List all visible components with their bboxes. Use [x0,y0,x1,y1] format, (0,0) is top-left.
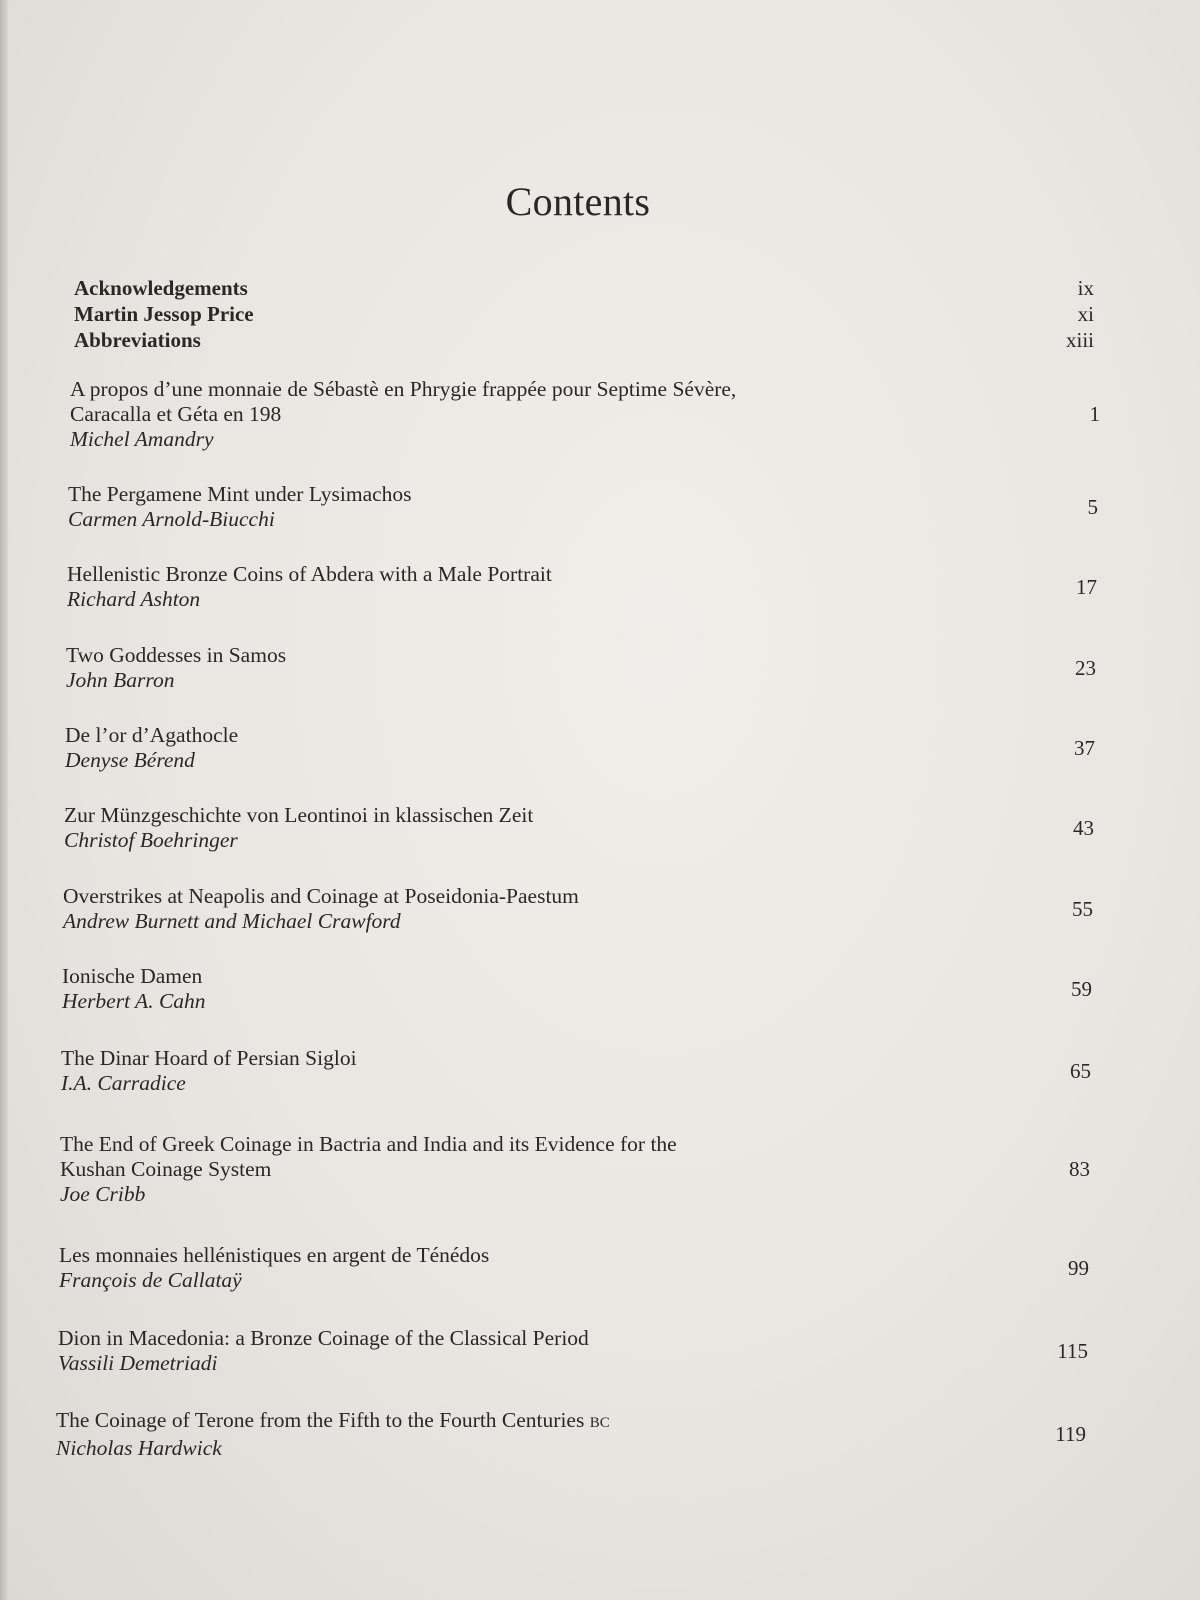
front-matter [74,275,1094,353]
entry-title-line: Kushan Coinage System [60,1157,272,1181]
entry-author: Richard Ashton [67,587,201,611]
page-number: 1 [1089,402,1100,426]
page-number: xi [1077,302,1094,326]
entry-text [70,377,736,452]
entry-title-line: De l’or d’Agathocle [65,723,239,747]
toc-entry [67,562,1097,612]
entry-text [66,643,286,693]
entry-text [65,723,238,773]
toc-entry [70,377,1100,452]
toc-entry [56,1408,1086,1461]
page-number: 119 [1055,1422,1086,1446]
entry-title-suffix: BC [589,1415,610,1431]
page-number: 59 [1071,976,1092,1001]
toc-entry [62,964,1092,1014]
page-number: 43 [1073,815,1094,840]
toc-entry [66,643,1096,693]
toc-entry [63,884,1093,934]
front-matter-row [74,301,1094,327]
page-number: 37 [1074,735,1095,760]
entry-author: Michel Amandry [70,427,214,451]
page-number: xiii [1065,328,1094,352]
page-edge [0,0,8,1600]
entry-text [67,562,552,612]
entry-title-line: Overstrikes at Neapolis and Coinage at Poseidonia-Paestum [63,884,579,908]
entry-author: Joe Cribb [60,1182,146,1206]
page-number: ix [1077,276,1094,300]
front-matter-label: Martin Jessop Price [74,302,254,326]
page-number: 115 [1057,1338,1088,1363]
entry-author: Nicholas Hardwick [56,1436,222,1460]
page-number: 17 [1076,574,1097,599]
toc-entry [58,1326,1088,1376]
entry-text [68,482,412,532]
entry-author: John Barron [66,668,175,692]
entry-title-line: Ionische Damen [62,964,203,988]
entry-author: Herbert A. Cahn [62,989,206,1013]
front-matter-row [74,275,1094,301]
entry-author: Christof Boehringer [64,828,238,852]
entry-author: Vassili Demetriadi [58,1351,218,1375]
toc-entry [68,482,1098,532]
entry-title-line: Caracalla et Géta en 198 [70,402,282,426]
entry-title-line: The End of Greek Coinage in Bactria and India and its Evidence for the [60,1132,677,1156]
toc-entry [59,1243,1089,1293]
entry-title-line: Hellenistic Bronze Coins of Abdera with a Male Portrait [67,562,552,586]
entry-title-line: Les monnaies hellénistiques en argent de Ténédos [59,1243,490,1267]
entry-text [63,884,579,934]
entry-title-line: Two Goddesses in Samos [66,643,287,667]
entry-title-line: A propos d’une monnaie de Sébastè en Phrygie frappée pour Septime Sévère, [70,377,737,401]
toc-entry [60,1132,1090,1207]
entry-text [61,1046,357,1096]
toc-entry [61,1046,1091,1096]
entry-text [58,1326,589,1376]
entry-author: I.A. Carradice [61,1071,186,1095]
entry-author: Denyse Bérend [65,748,195,772]
page-title: Contents [505,179,651,224]
entry-text [59,1243,489,1293]
toc-entry [65,723,1095,773]
toc-entry [64,803,1094,853]
entry-text [56,1408,610,1461]
page-number: 55 [1072,896,1093,921]
entry-title-line [56,1408,610,1436]
entry-title-line: Zur Münzgeschichte von Leontinoi in klassischen Zeit [64,803,534,827]
page-number: 99 [1068,1255,1089,1280]
page-number: 5 [1087,494,1098,519]
page-number: 23 [1075,655,1096,680]
entry-text [62,964,206,1014]
entry-title-line: The Pergamene Mint under Lysimachos [68,482,412,506]
front-matter-label: Abbreviations [74,328,201,352]
entry-title-text: The Coinage of Terone from the Fifth to the Fourth Centuries [56,1408,585,1432]
page-number: 65 [1070,1058,1091,1083]
entry-text [64,803,533,853]
entry-author: François de Callataÿ [59,1268,242,1292]
entry-title-line: The Dinar Hoard of Persian Sigloi [61,1046,357,1070]
entry-text [60,1132,677,1207]
front-matter-row [74,327,1094,353]
page-number: 83 [1069,1157,1090,1181]
entry-author: Carmen Arnold-Biucchi [68,507,275,531]
entry-author: Andrew Burnett and Michael Crawford [63,909,401,933]
front-matter-label: Acknowledgements [74,276,248,300]
entry-title-line: Dion in Macedonia: a Bronze Coinage of the Classical Period [58,1326,589,1350]
